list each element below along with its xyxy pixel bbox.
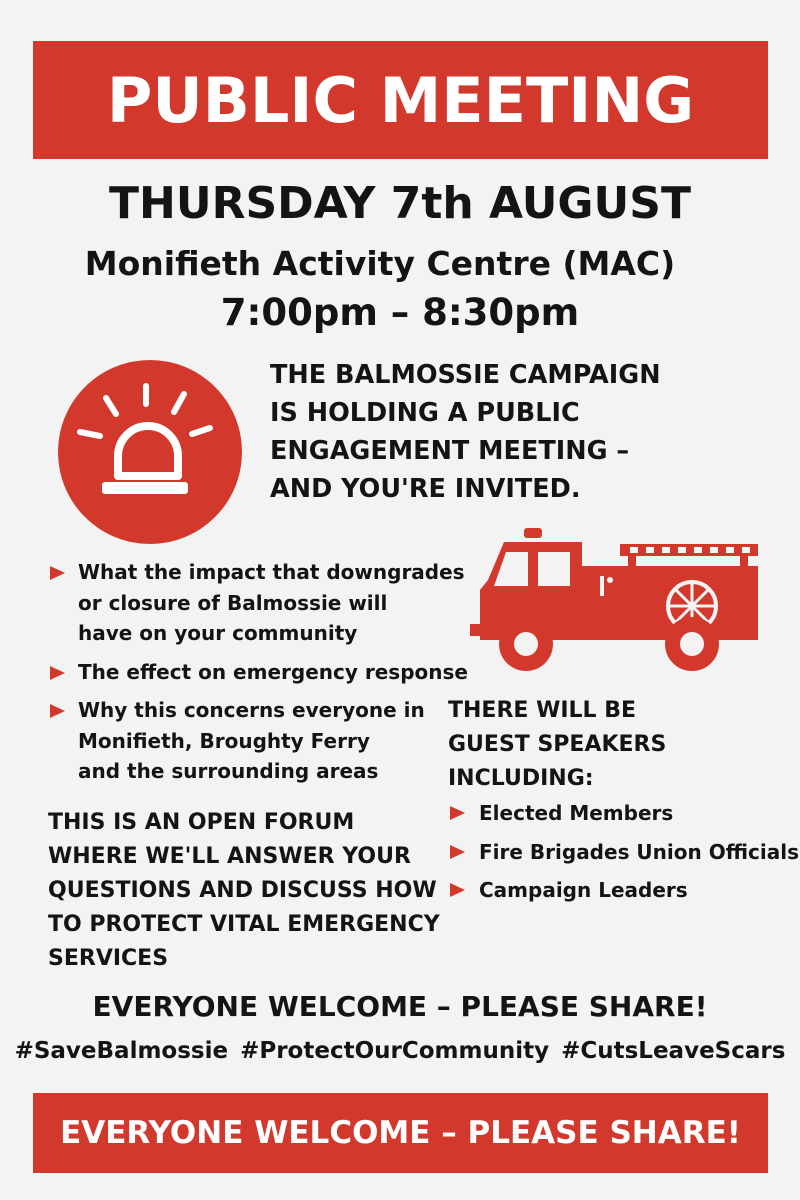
topic-line: The effect on emergency response [78,659,468,684]
bullet-arrow-icon [50,566,65,580]
event-venue: Monifieth Activity Centre (MAC) [84,244,676,283]
event-date: THURSDAY 7th AUGUST [109,178,691,229]
topic-line: Why this concerns everyone in [78,698,425,722]
intro-line: IS HOLDING A PUBLIC [270,398,580,428]
speaker-label: Fire Brigades Union Officials [479,839,799,864]
open-forum-text [48,806,448,976]
speaker-label: Elected Members [479,801,674,825]
intro-line: ENGAGEMENT MEETING – [270,436,630,466]
forum-line: TO PROTECT VITAL EMERGENCY [48,912,440,937]
title-banner [33,41,768,159]
bullet-arrow-icon [450,845,465,859]
bullet-arrow-icon [50,704,65,718]
list-item [48,657,468,688]
welcome-message: EVERYONE WELCOME – PLEASE SHARE! [92,990,708,1023]
bullet-arrow-icon [450,883,465,897]
speaker-label: Campaign Leaders [479,878,688,902]
bullet-arrow-icon [50,666,65,680]
forum-line: WHERE WE'LL ANSWER YOUR [48,844,411,869]
footer-banner [33,1093,768,1173]
forum-line: SERVICES [48,946,169,971]
topic-line: Monifieth, Broughty Ferry [78,728,370,753]
hashtags: #SaveBalmossie #ProtectOurCommunity #CutsLeaveScars [14,1038,786,1064]
bullet-arrow-icon [450,806,465,820]
list-item [448,871,799,910]
list-item [48,695,458,787]
forum-line: QUESTIONS AND DISCUSS HOW [48,878,437,903]
list-item [448,794,799,833]
speakers-heading [448,694,666,796]
campaign-intro [270,356,690,508]
intro-line: THE BALMOSSIE CAMPAIGN [270,360,661,390]
speakers-list [448,794,799,910]
speakers-heading-line: GUEST SPEAKERS [448,732,667,757]
topic-line: and the surrounding areas [78,759,379,783]
topics-list [48,557,468,795]
topic-line: What the impact that downgrades [78,560,465,584]
topic-line: have on your community [78,621,358,645]
speakers-heading-line: THERE WILL BE [448,698,637,723]
list-item [448,833,799,872]
siren-icon [58,360,242,544]
speakers-heading-line: INCLUDING: [448,766,594,791]
intro-line: AND YOU'RE INVITED. [270,474,581,504]
topic-line: or closure of Balmossie will [78,590,388,615]
list-item [48,557,465,649]
page-title: PUBLIC MEETING [106,63,695,137]
footer-banner-text: EVERYONE WELCOME – PLEASE SHARE! [60,1115,741,1151]
forum-line: THIS IS AN OPEN FORUM [48,810,355,835]
event-time: 7:00pm – 8:30pm [220,291,580,334]
fire-engine-icon [470,520,760,675]
